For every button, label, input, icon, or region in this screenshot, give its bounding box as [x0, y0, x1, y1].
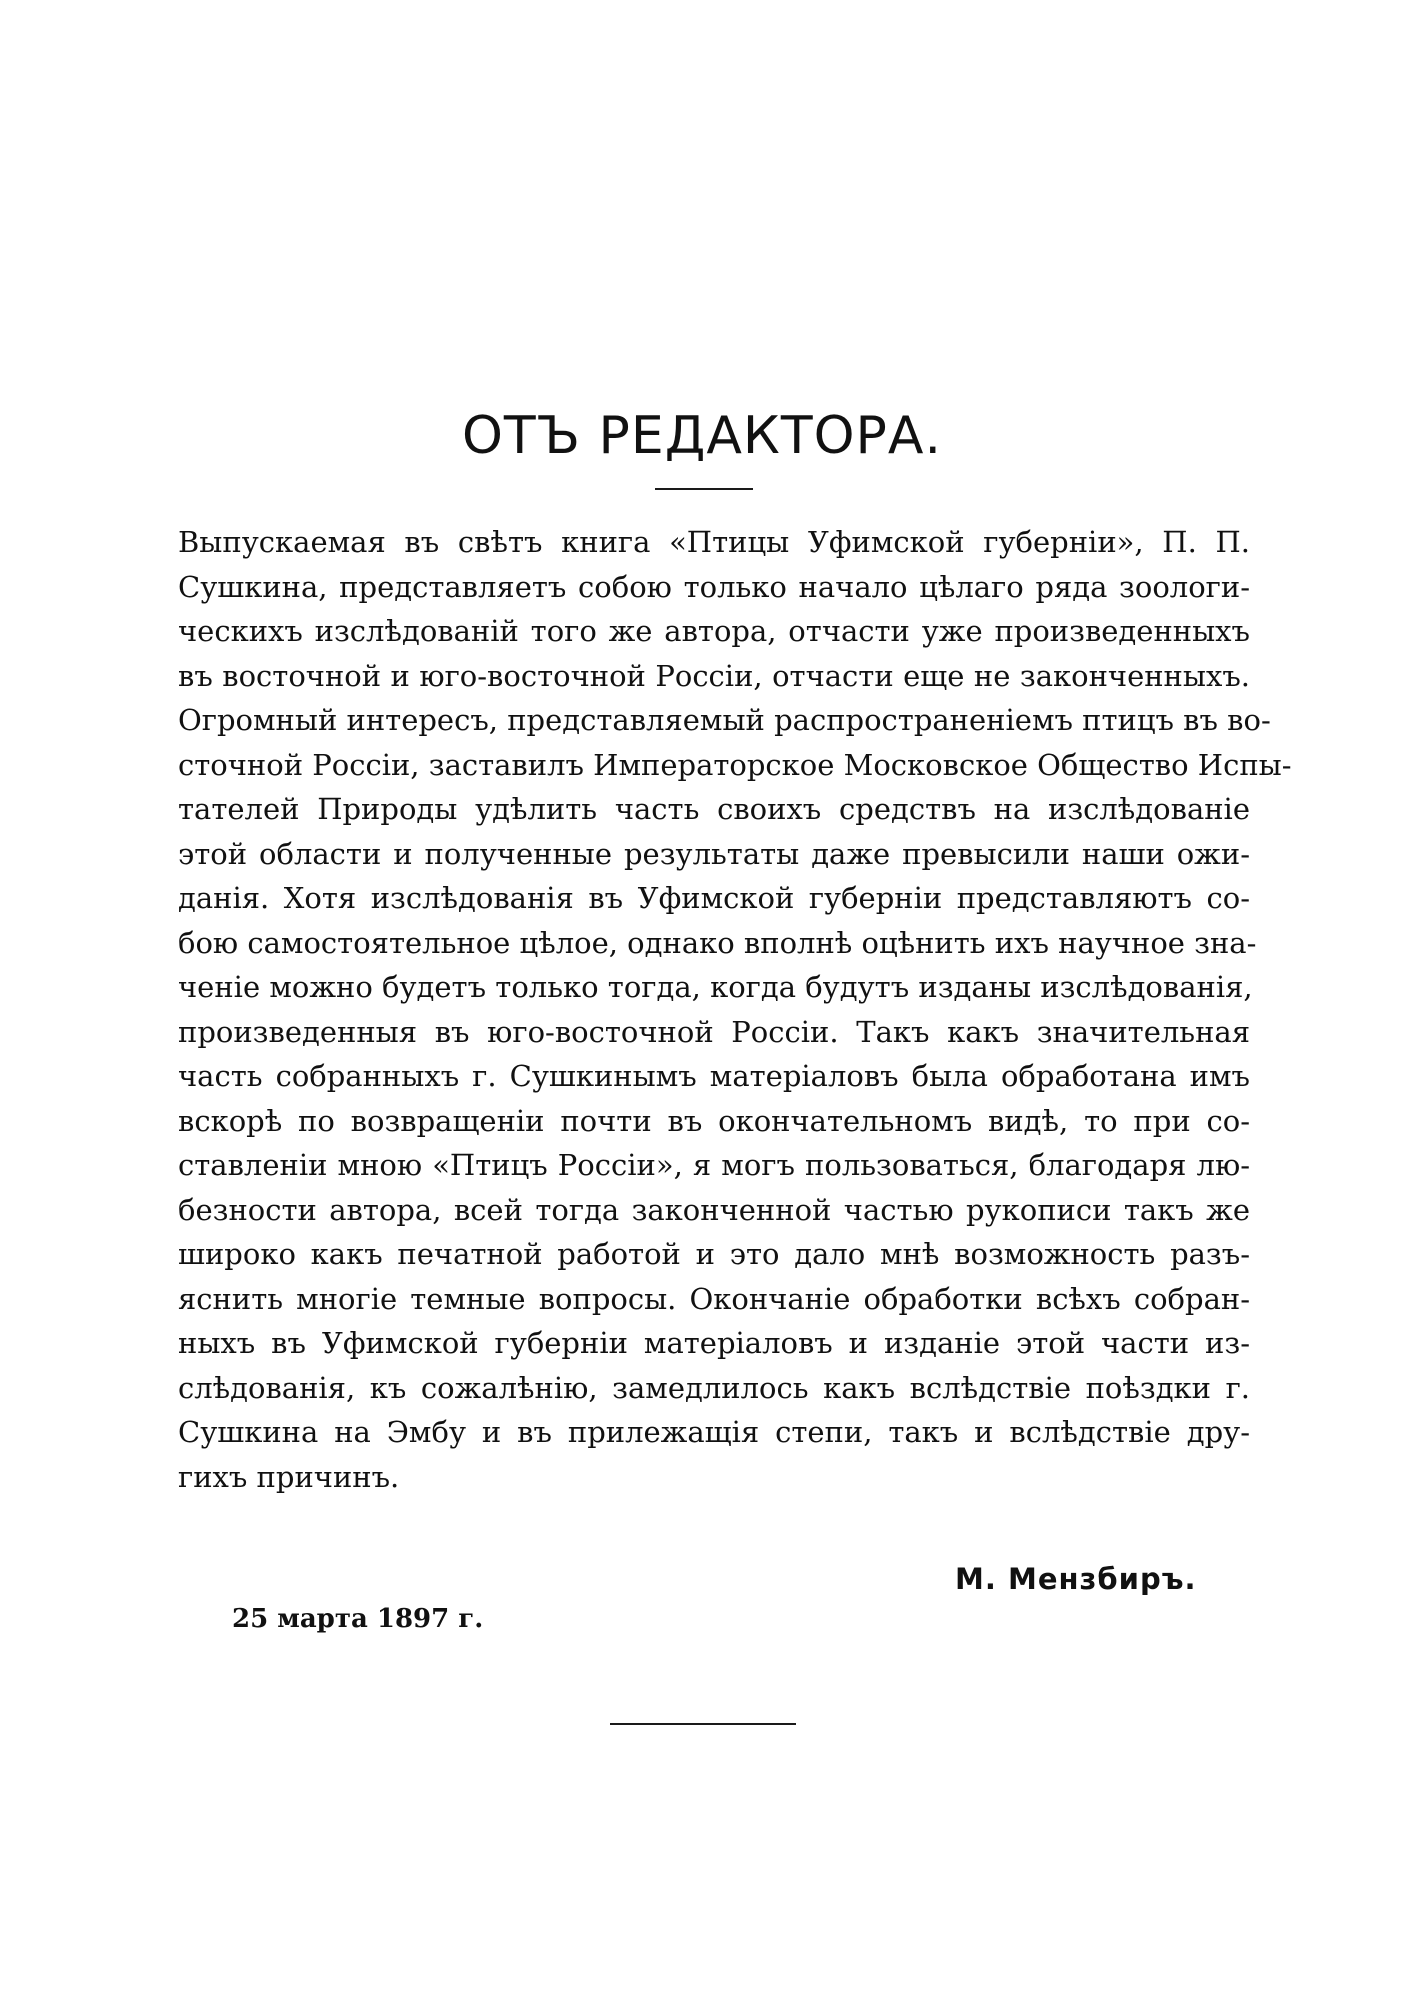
text-line: слѣдованія, къ сожалѣнію, замедлилось какъ вслѣдствіе поѣздки г.: [178, 1370, 1250, 1405]
text-line: Выпускаемая въ свѣтъ книга «Птицы Уфимской губерніи», П. П.: [178, 525, 1250, 559]
date-line: 25 марта 1897 г.: [232, 1604, 484, 1634]
text-line: этой области и полученные результаты даже превысили наши ожи-: [178, 836, 1250, 871]
text-line: произведенныя въ юго-восточной Россіи. Такъ какъ значительная: [178, 1014, 1250, 1049]
text-line: сточной Россіи, заставилъ Императорское Московское Общество Испы-: [178, 747, 1292, 782]
text-line: ставленіи мною «Птицъ Россіи», я могъ пользоваться, благодаря лю-: [178, 1148, 1250, 1182]
text-line: яснить многіе темные вопросы. Окончаніе обработки всѣхъ собран-: [178, 1281, 1250, 1316]
text-line: вскорѣ по возвращеніи почти въ окончательномъ видѣ, то при со-: [178, 1103, 1250, 1138]
title-divider: [655, 488, 753, 490]
body-text: [178, 520, 1292, 1499]
text-line: въ восточной и юго-восточной Россіи, отчасти еще не законченныхъ.: [178, 658, 1250, 693]
text-line: ченіе можно будетъ только тогда, когда будутъ изданы изслѣдованія,: [178, 970, 1253, 1004]
editor-signature: М. Мензбиръ.: [955, 1562, 1197, 1596]
text-line: безности автора, всей тогда законченной частью рукописи такъ же: [178, 1192, 1250, 1227]
text-line: данія. Хотя изслѣдованія въ Уфимской губерніи представляютъ со-: [178, 881, 1250, 915]
text-line: Огромный интересъ, представляемый распространеніемъ птицъ въ во-: [178, 703, 1271, 737]
text-line: широко какъ печатной работой и это дало мнѣ возможность разъ-: [178, 1237, 1250, 1271]
text-line: гихъ причинъ.: [178, 1459, 400, 1494]
text-line: Сушкина, представляетъ собою только начало цѣлаго ряда зоологи-: [178, 569, 1250, 604]
page-title: ОТЪ РЕДАКТОРА.: [462, 406, 942, 466]
text-line: тателей Природы удѣлить часть своихъ средствъ на изслѣдованіе: [178, 792, 1250, 826]
text-line: ческихъ изслѣдованій того же автора, отчасти уже произведенныхъ: [178, 614, 1250, 648]
text-line: бою самостоятельное цѣлое, однако вполнѣ оцѣнить ихъ научное зна-: [178, 925, 1257, 960]
text-line: ныхъ въ Уфимской губерніи матеріаловъ и изданіе этой части из-: [178, 1326, 1250, 1360]
text-line: Сушкина на Эмбу и въ прилежащія степи, такъ и вслѣдствіе дру-: [178, 1415, 1250, 1449]
bottom-divider: [610, 1723, 796, 1725]
text-line: часть собранныхъ г. Сушкинымъ матеріаловъ была обработана имъ: [178, 1059, 1250, 1093]
